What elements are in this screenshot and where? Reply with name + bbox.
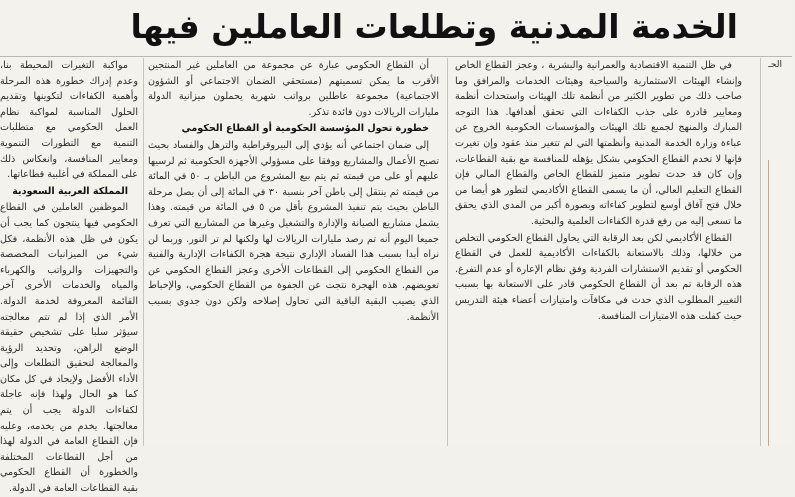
article-paragraph: مواكبة التغيرات المحيطة بنا، وعدم إدراك خطورة هذه المرحلة وأهمية الكفاءات لتكوينها وتقديم الحلول المناسبة لمواكبة نظام العمل الحكومي مع متطلبات التنمية مع التطورات التنموية ومعايير المنافسة، وانعكاس ذلك على المملكة في أغلبية قطاعاتها. [0,60,138,181]
article-column-2 [148,58,439,446]
article-headline: الخدمة المدنية وتطلعات العاملين فيها [130,7,738,46]
article-paragraph: في ظل التنمية الاقتصادية والعمرانية والبشرية ، وعجز القطاع الخاص وإنشاء الهيئات الاستثمارية والسياحية وهيئات الخدمات والمرافق وما صاحب ذلك من تطوير الكثير من أنظمة تلك الهيئات واستحداث أنظمة ومعايير قادرة على جذب الكفاءات التي تحقق أهدافها. هذا التوجه المبارك والمنهج لجميع تلك الهيئات والمؤسسات الحكومية الخروج عن عباءة وزارة الخدمة المدنية وأنظمتها التي لم تتغير منذ عقود وإن تغيرت فإنها لا تخدم القطاع الحكومي بشكل يؤهله للمنافسة مع بقية القطاعات، وإن كان قد حدث تطوير متميز للقطاع الخاص والقطاع المالي فإن القطاع التعليم العالي، أن ما يسمى القطاع الأكاديمي لتطور هو أيضا من خلال فتح آفاق أوسع لتطوير كفاءاته وبصورة أكبر من المدى الذي يحقق ما تسعى إليه من رفع قدرة الكفاءات العلمية والبحثية. [455,60,742,227]
column-divider [143,58,144,446]
column-divider [760,58,761,446]
article-subheading: خطورة تحول المؤسسة الحكومية أو القطاع الحكومي [181,123,429,135]
adjacent-article-column [768,58,792,446]
article-subheading: المملكة العربية السعودية [12,185,128,197]
article-paragraph: إلى ضمان اجتماعي أنه يؤدي إلى البيروقراطية والترهل والفساد بحيث تصبح الأعمال والمشاريع ووفقا على مسؤولي الأجهزة الحكومية ثم لرسيها عليهم أو على من قيمته ثم يتم بيع المشروع من الباطن بـ ٥٠ في المائة من قيمته ثم ينتقل إلى باطن آخر بنسبة ٣٠ في المائة إلى أن يصل مرحلة الباطن بحيث يتم تنفيذ المشروع بأقل من ٥ في المائة من قيمته. وهذا يشمل مشاريع الصيانة والإدارة والتشغيل وغيرها من المشاريع التي تعرف جميعا اليوم أنه تم رصد مليارات الريالات لها ولكنها لم تر النور. وربما لن نراه أبدا بسبب هذا الفساد الإداري نتيجة هجرة الكفاءات الإدارية والفنية من القطاع الحكومي إلى القطاعات الأخرى وعجز القطاع الحكومي عن تعويضهم. هذه الهجرة نتجت عن الجفوة من القطاع الحكومي، والإحباط الذي يصيب البقية الباقية التي تحاول إصلاحه ولكن دون جدوى بسبب الأنظمة. [148,139,439,323]
article-column-3 [0,58,138,495]
headline-rule [0,56,792,57]
article-paragraph: الموظفين العاملين في القطاع الحكومي فيها ينتجون كما يجب أن يكون في ظل هذه الأنظمة، فكل شيء من الميزانيات المخصصة والتجهيزات والرواتب والكهرباء والمياه والخدمات الأخرى آخر القائمة المعروفة لخدمة الدولة. الأمر الذي إذا لم تتم معالجته سيؤثر سلبا على تشخيص حقيقة الوضع الراهن، وتحديد الرؤية والمعالجة لتحقيق التطلعات وإلى الأداء الأفضل ولإيجاد في كل مكان كما هو الحال ولهذا فإنه عاجلة لكفاءات الدولة يجب أن يتم معالجتها. يخدم من يخدمه، وعليه فإن القطاع العامة في الدولة لهذا من أجل القطاعات المختلفة والخطورة أن القطاع الحكومي بقية القطاعات العامة في الدولة. [0,202,138,495]
article-paragraph: أن القطاع الحكومي عبارة عن مجموعة من العاملين غير المنتجين الأقرب ما يمكن تسميتهم (مستحقي الضمان الاجتماعي أو الشؤون الاجتماعية) مجموعة عاطلين برواتب شهرية يحملون ميزانية الدولة مليارات الريالات دون فائدة تذكر. [148,60,439,118]
adjacent-article-fragment: الحـ [768,60,782,70]
column-divider [447,58,448,446]
article-paragraph: القطاع الأكاديمي لكن بعد الرقابة التي يحاول القطاع الحكومي التخلص من خلالها، وذلك بالاستعانة بالكفاءات الأكاديمية للعمل في القطاع الحكومي أو تقديم الاستشارات الفردية وفق نظام الإعارة أو عدم التفرغ. هذه الرقابة تم بعد أن القطاع الحكومي قادر على الاستعانة بها بسبب التغيير المطلوب الذي حدث في مكافآت وامتيازات أعضاء هيئة التدريس حيث كفلت هذه الامتيازات المنافسة. [455,232,742,322]
article-column-1 [455,58,742,446]
